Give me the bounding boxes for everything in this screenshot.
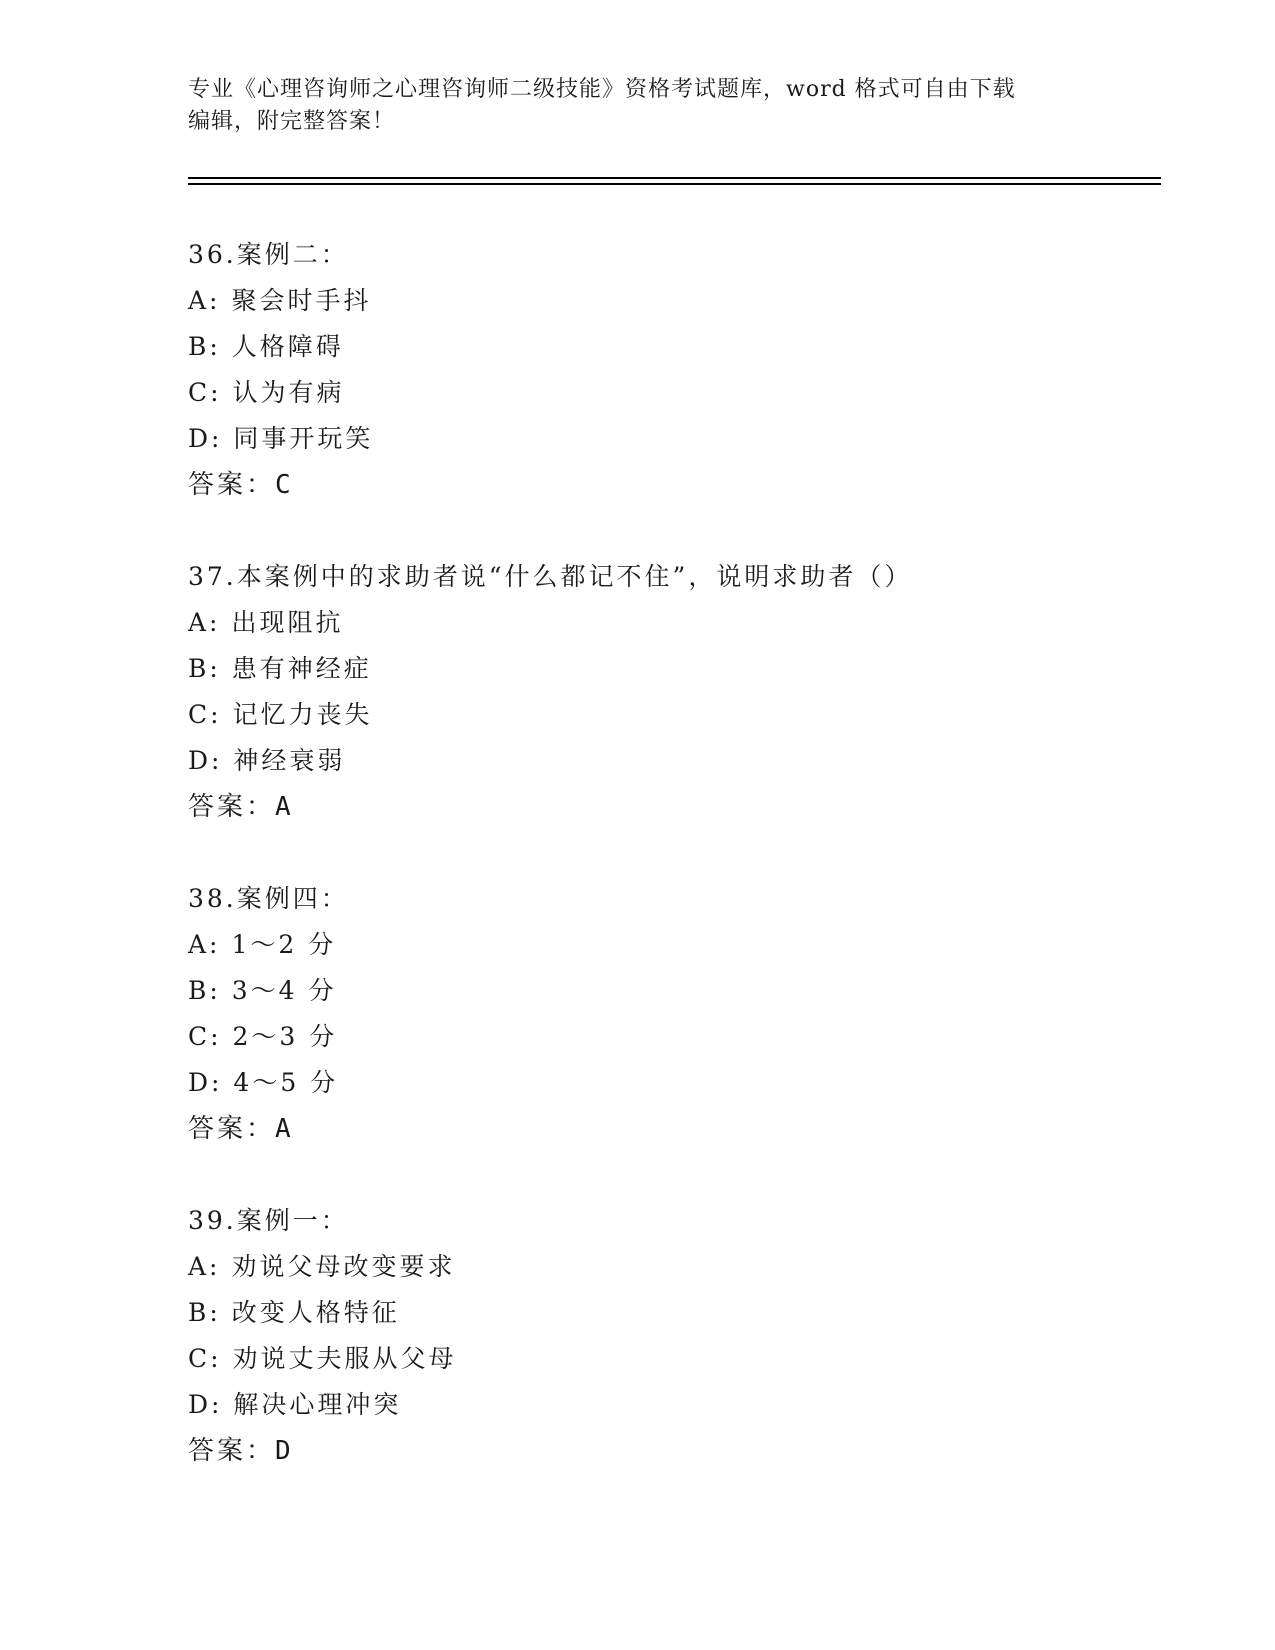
question-stem: 39.案例一： [188,1206,349,1235]
header-line-1: 专业《心理咨询师之心理咨询师二级技能》资格考试题库，word 格式可自由下载 [188,77,1016,102]
option-d: D: 神经衰弱 [188,746,346,775]
answer [188,462,1088,508]
option-c: C: 2～3 分 [188,1022,338,1051]
option-c: C: 劝说丈夫服从父母 [188,1344,457,1373]
answer-label: 答案： [188,792,276,822]
answer-value: C [275,470,292,500]
question-36 [188,232,1088,508]
option-d: D: 4～5 分 [188,1068,339,1097]
answer [188,1106,1088,1152]
answer-value: A [275,792,292,822]
option-d: D: 解决心理冲突 [188,1390,402,1419]
answer-label: 答案： [188,1114,276,1144]
option-c: C: 认为有病 [188,378,345,407]
option-b: B: 改变人格特征 [188,1298,400,1327]
option-a: A: 1～2 分 [188,930,337,959]
question-stem: 38.案例四： [188,884,349,913]
question-stem: 36.案例二： [188,240,349,269]
answer-label: 答案： [188,470,276,500]
question-39 [188,1198,1088,1474]
option-a: A: 出现阻抗 [188,608,344,637]
header-divider-top [188,177,1161,179]
option-b: B: 患有神经症 [188,654,372,683]
option-c: C: 记忆力丧失 [188,700,373,729]
question-38 [188,876,1088,1152]
question-stem: 37.本案例中的求助者说“什么都记不住”，说明求助者（） [188,562,913,591]
option-d: D: 同事开玩笑 [188,424,374,453]
question-37 [188,554,1088,830]
header-line-2: 编辑，附完整答案！ [188,109,396,134]
answer [188,1428,1088,1474]
document-header [188,74,1068,138]
option-b: B: 人格障碍 [188,332,344,361]
option-a: A: 聚会时手抖 [188,286,372,315]
option-a: A: 劝说父母改变要求 [188,1252,456,1281]
option-b: B: 3～4 分 [188,976,337,1005]
answer-label: 答案： [188,1436,276,1466]
answer-value: D [275,1436,292,1466]
answer-value: A [275,1114,292,1144]
header-divider-bottom [188,183,1161,185]
answer [188,784,1088,830]
